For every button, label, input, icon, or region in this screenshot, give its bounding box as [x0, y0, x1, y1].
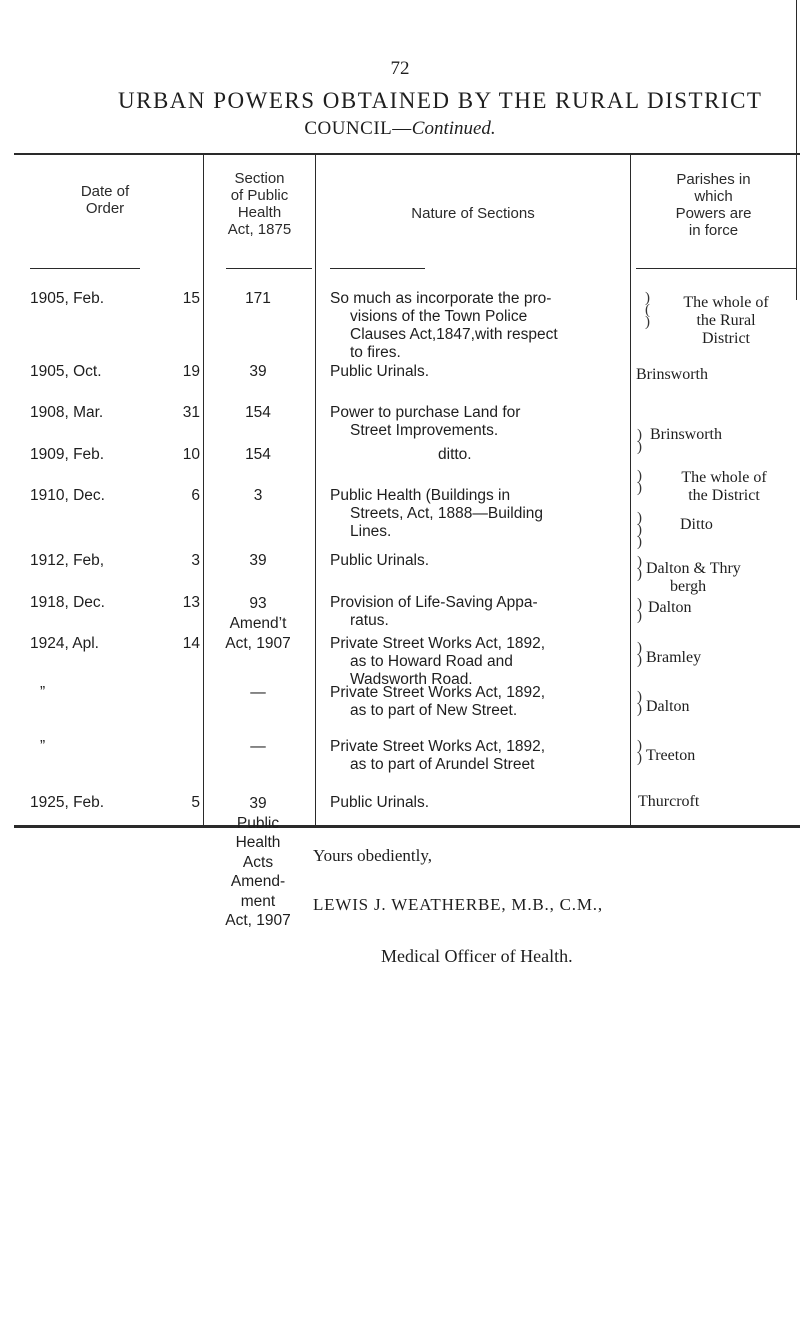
date-cell: 1908, Mar. 31 [30, 404, 200, 421]
nature-cell: Public Urinals. [330, 363, 430, 380]
section-cell: 39 [249, 363, 267, 380]
section-cell: 3 [253, 487, 263, 504]
section-cell: 39 Public Health Acts Amend- ment Act, 1907 [225, 795, 291, 929]
section-cell: — [250, 738, 266, 755]
ditto-mark: ” [40, 684, 46, 701]
nature-cell: Public Urinals. [330, 794, 430, 811]
brace-mark: ) ) [637, 596, 642, 624]
nature-cell: Provision of Life-Saving Appa- ratus. [330, 594, 538, 629]
parish-cell: The whole of the District [681, 469, 767, 504]
nature-cell: So much as incorporate the pro- visions of the Town Police Clauses Act,1847,with respect to fires. [330, 290, 558, 361]
table-bottom-rule [14, 825, 800, 828]
parish-cell: Dalton [646, 698, 690, 715]
header-underline [226, 268, 312, 269]
parish-cell: Ditto [680, 516, 713, 533]
brace-mark: ) ) ) [637, 510, 642, 550]
header-nature: Nature of Sections [411, 205, 535, 222]
parish-cell: Brinsworth [650, 426, 722, 443]
header-underline [30, 268, 140, 269]
nature-cell: Private Street Works Act, 1892, as to Howard Road and Wadsworth Road. [330, 635, 546, 688]
brace-mark: ) ) [637, 554, 642, 582]
right-edge-rule [796, 0, 797, 300]
section-cell: 154 [245, 446, 271, 463]
parish-cell: Dalton & Thry bergh [646, 560, 741, 595]
header-date: Date of Order [80, 183, 130, 217]
brace-mark: ) ) [637, 427, 642, 455]
signatory-role: Medical Officer of Health. [381, 946, 573, 966]
page-subtitle: COUNCIL—Continued. [304, 118, 496, 139]
parish-cell: Thurcroft [638, 793, 700, 810]
brace-mark: ) ) [637, 738, 642, 766]
parish-cell: Dalton [648, 599, 692, 616]
parish-cell: Bramley [646, 649, 702, 666]
brace-mark: ) ) [637, 689, 642, 717]
parish-cell: The whole of the Rural District [683, 294, 769, 347]
table-top-rule [14, 153, 800, 155]
date-cell: 1909, Feb. 10 [30, 446, 200, 463]
page-title: URBAN POWERS OBTAINED BY THE RURAL DISTRICT [118, 88, 763, 113]
date-cell: 1905, Feb. 15 [30, 290, 200, 307]
nature-cell: Public Health (Buildings in Streets, Act, 1888—Building Lines. [330, 487, 544, 540]
brace-mark: ) ) [637, 468, 642, 496]
date-cell: 1912, Feb, 3 [30, 552, 200, 569]
header-section: Section of Public Health Act, 1875 [227, 170, 292, 238]
nature-cell: Private Street Works Act, 1892, as to part of Arundel Street [330, 738, 546, 773]
valediction: Yours obediently, [313, 846, 433, 865]
brace-mark: ) ( ) [645, 290, 650, 330]
date-cell: 1918, Dec. 13 [30, 594, 200, 611]
header-underline [636, 268, 796, 269]
nature-cell: Public Urinals. [330, 552, 430, 569]
nature-cell: Private Street Works Act, 1892, as to part of New Street. [330, 684, 546, 719]
parish-cell: Treeton [646, 747, 696, 764]
column-divider [630, 153, 631, 825]
signatory-name: LEWIS J. WEATHERBE, M.B., C.M., [313, 895, 603, 914]
nature-cell: ditto. [438, 446, 472, 463]
section-cell: 171 [245, 290, 271, 307]
date-cell: 1905, Oct. 19 [30, 363, 200, 380]
date-cell: 1910, Dec. 6 [30, 487, 200, 504]
date-cell: 1925, Feb. 5 [30, 794, 200, 811]
date-cell: 1924, Apl. 14 [30, 635, 200, 652]
header-parishes: Parishes in which Powers are in force [675, 171, 752, 239]
header-underline [330, 268, 425, 269]
section-cell: 39 [249, 552, 267, 569]
parish-cell: Brinsworth [636, 366, 708, 383]
nature-cell: Power to purchase Land for Street Improvements. [330, 404, 521, 439]
page-number: 72 [390, 58, 410, 79]
section-cell: 154 [245, 404, 271, 421]
brace-mark: ) ) [637, 640, 642, 668]
ditto-mark: ” [40, 738, 46, 755]
column-divider [315, 153, 316, 825]
section-cell: — [250, 684, 266, 701]
section-cell: 93 Amend’t Act, 1907 [225, 595, 291, 652]
